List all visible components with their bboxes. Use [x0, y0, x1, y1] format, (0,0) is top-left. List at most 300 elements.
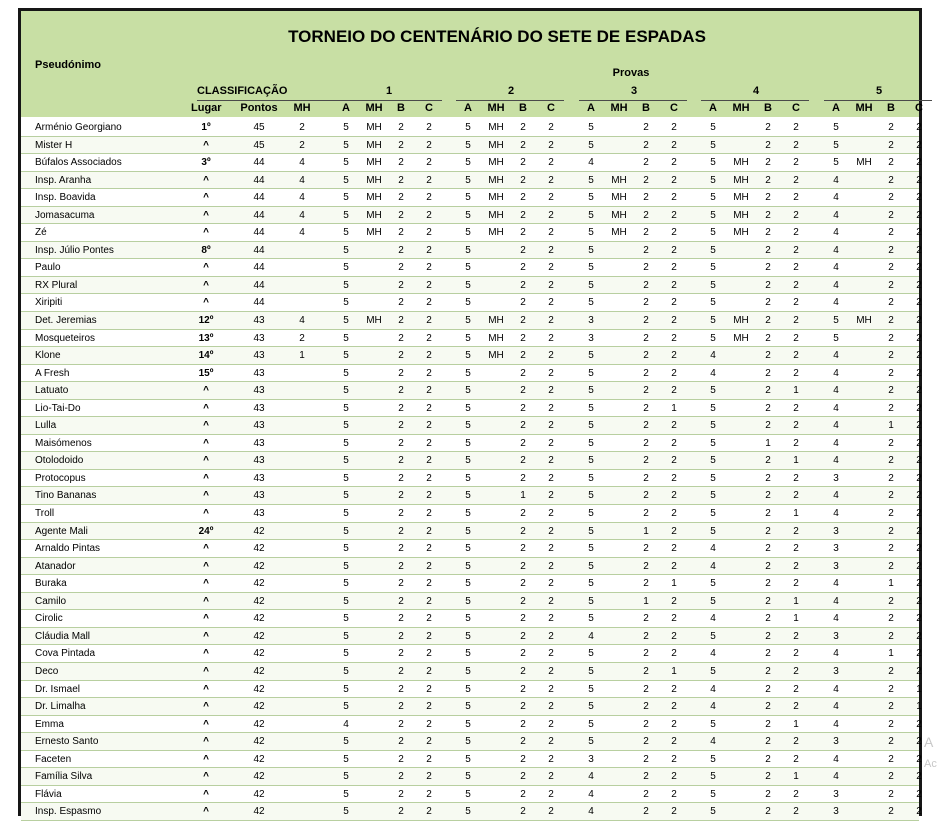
prova-3-b-cell: 2	[643, 455, 649, 467]
pontos-cell: 43	[253, 367, 265, 379]
prova-5-a-cell: 4	[833, 402, 839, 414]
table-row	[21, 189, 922, 207]
pseudonimo-cell: Troll	[35, 508, 55, 520]
classificacao-header: CLASSIFICAÇÃO	[197, 85, 288, 97]
prova-3-a-cell: 5	[588, 227, 594, 239]
prova-5-a-cell: 4	[833, 613, 839, 625]
prova-3-a-cell: 5	[588, 122, 594, 133]
prova-5-a-cell: 4	[833, 244, 839, 256]
pseudonimo-cell: Klone	[35, 350, 61, 362]
prova-1-b-cell: 2	[398, 279, 404, 291]
prova-2-c-cell: 2	[548, 630, 554, 642]
prova-4-c-cell: 2	[793, 578, 799, 590]
prova-5-col-header-b: B	[887, 102, 895, 114]
prova-4-c-cell: 2	[793, 736, 799, 748]
table-row	[21, 487, 922, 505]
prova-2-c-cell: 2	[548, 192, 554, 204]
prova-4-c-cell: 1	[793, 771, 799, 783]
prova-4-a-cell: 5	[710, 297, 716, 309]
pontos-cell: 42	[253, 788, 265, 800]
lugar-cell: ^	[203, 279, 209, 291]
prova-1-c-cell: 2	[426, 595, 432, 607]
prova-5-b-cell: 1	[888, 578, 894, 590]
prova-3-c-cell: 2	[671, 683, 677, 695]
prova-1-a-cell: 5	[343, 472, 349, 484]
prova-2-b-cell: 2	[520, 209, 526, 221]
prova-2-a-cell: 5	[465, 174, 471, 186]
table-row	[21, 435, 922, 453]
prova-3-c-cell: 2	[671, 525, 677, 537]
prova-4-b-cell: 2	[765, 279, 771, 291]
prova-1-c-cell: 2	[426, 262, 432, 274]
pontos-cell: 45	[253, 122, 265, 133]
prova-4-c-cell: 2	[793, 665, 799, 677]
prova-5-col-header-a: A	[832, 102, 840, 114]
prova-5-a-cell: 4	[833, 262, 839, 274]
prova-1-b-cell: 2	[398, 736, 404, 748]
prova-number-2: 2	[507, 85, 515, 97]
prova-4-c-cell: 2	[793, 332, 799, 344]
col-header-mh: MH	[293, 102, 311, 114]
prova-5-a-cell: 4	[833, 279, 839, 291]
prova-3-b-cell: 2	[643, 420, 649, 432]
prova-2-c-cell: 2	[548, 543, 554, 555]
prova-3-mh-cell: MH	[611, 209, 627, 221]
prova-1-mh-cell: MH	[366, 315, 382, 327]
prova-3-b-cell: 2	[643, 227, 649, 239]
lugar-cell: 3º	[201, 157, 211, 169]
prova-1-a-cell: 5	[343, 648, 349, 660]
prova-number-3: 3	[630, 85, 638, 97]
prova-3-b-cell: 2	[643, 350, 649, 362]
prova-4-b-cell: 2	[765, 209, 771, 221]
prova-1-col-header-b: B	[397, 102, 405, 114]
prova-5-b-cell: 2	[888, 227, 894, 239]
prova-2-b-cell: 2	[520, 367, 526, 379]
table-header	[21, 11, 923, 117]
prova-1-a-cell: 5	[343, 560, 349, 572]
prova-5-c-cell: 2	[916, 718, 922, 730]
prova-4-a-cell: 5	[710, 665, 716, 677]
prova-4-b-cell: 2	[765, 402, 771, 414]
prova-2-a-cell: 5	[465, 525, 471, 537]
prova-4-a-cell: 5	[710, 508, 716, 520]
prova-4-c-cell: 2	[793, 525, 799, 537]
prova-3-c-cell: 2	[671, 560, 677, 572]
prova-2-c-cell: 2	[548, 455, 554, 467]
prova-1-a-cell: 5	[343, 665, 349, 677]
prova-1-a-cell: 5	[343, 367, 349, 379]
prova-4-a-cell: 4	[710, 560, 716, 572]
table-row	[21, 154, 922, 172]
prova-3-a-cell: 5	[588, 192, 594, 204]
mh-total-cell: 4	[299, 209, 305, 221]
prova-2-b-cell: 2	[520, 683, 526, 695]
prova-2-a-cell: 5	[465, 683, 471, 695]
prova-5-b-cell: 2	[888, 665, 894, 677]
prova-2-mh-cell: MH	[488, 350, 504, 362]
prova-4-b-cell: 2	[765, 455, 771, 467]
prova-2-a-cell: 5	[465, 297, 471, 309]
prova-1-c-cell: 2	[426, 648, 432, 660]
prova-1-a-cell: 5	[343, 157, 349, 169]
prova-5-b-cell: 2	[888, 630, 894, 642]
prova-4-c-cell: 2	[793, 279, 799, 291]
prova-1-b-cell: 2	[398, 315, 404, 327]
prova-3-c-cell: 2	[671, 736, 677, 748]
prova-3-c-cell: 2	[671, 332, 677, 344]
prova-5-a-cell: 3	[833, 736, 839, 748]
prova-3-c-cell: 2	[671, 455, 677, 467]
pseudonimo-cell: Ernesto Santo	[35, 736, 99, 748]
prova-4-a-cell: 5	[710, 332, 716, 344]
table-row	[21, 470, 922, 488]
prova-3-a-cell: 5	[588, 472, 594, 484]
prova-4-c-cell: 2	[793, 157, 799, 169]
prova-3-a-cell: 5	[588, 595, 594, 607]
table-row	[21, 242, 922, 260]
prova-4-a-cell: 5	[710, 771, 716, 783]
prova-5-a-cell: 4	[833, 227, 839, 239]
prova-1-mh-cell: MH	[366, 174, 382, 186]
prova-5-c-cell: 2	[916, 332, 922, 344]
prova-3-a-cell: 5	[588, 350, 594, 362]
prova-3-a-cell: 3	[588, 315, 594, 327]
prova-1-a-cell: 5	[343, 701, 349, 713]
prova-5-b-cell: 2	[888, 806, 894, 818]
prova-2-a-cell: 5	[465, 262, 471, 274]
prova-5-c-cell: 2	[916, 437, 922, 449]
prova-4-b-cell: 2	[765, 262, 771, 274]
prova-1-b-cell: 2	[398, 402, 404, 414]
pseudonimo-cell: Tino Bananas	[35, 490, 97, 502]
prova-2-c-cell: 2	[548, 701, 554, 713]
table-row	[21, 628, 922, 646]
prova-1-c-cell: 2	[426, 578, 432, 590]
prova-5-a-cell: 5	[833, 157, 839, 169]
lugar-cell: ^	[203, 490, 209, 502]
prova-5-a-cell: 4	[833, 595, 839, 607]
prova-1-c-cell: 2	[426, 437, 432, 449]
prova-4-a-cell: 5	[710, 315, 716, 327]
prova-2-b-cell: 2	[520, 455, 526, 467]
prova-5-b-cell: 2	[888, 122, 894, 133]
pseudonimo-cell: Insp. Boavida	[35, 192, 96, 204]
prova-4-a-cell: 5	[710, 788, 716, 800]
prova-2-c-cell: 2	[548, 420, 554, 432]
mh-total-cell: 2	[299, 139, 305, 151]
pseudonimo-cell: Emma	[35, 718, 64, 730]
prova-2-c-cell: 2	[548, 578, 554, 590]
mh-total-cell: 4	[299, 174, 305, 186]
prova-2-a-cell: 5	[465, 209, 471, 221]
prova-1-a-cell: 5	[343, 297, 349, 309]
prova-3-b-cell: 2	[643, 701, 649, 713]
prova-2-b-cell: 2	[520, 350, 526, 362]
lugar-cell: ^	[203, 420, 209, 432]
prova-2-b-cell: 2	[520, 718, 526, 730]
prova-3-a-cell: 5	[588, 402, 594, 414]
prova-5-b-cell: 2	[888, 244, 894, 256]
prova-2-a-cell: 5	[465, 350, 471, 362]
prova-1-a-cell: 5	[343, 543, 349, 555]
prova-3-a-cell: 5	[588, 455, 594, 467]
prova-5-c-cell: 1	[916, 701, 922, 713]
prova-3-b-cell: 2	[643, 244, 649, 256]
lugar-cell: ^	[203, 262, 209, 274]
lugar-cell: ^	[203, 613, 209, 625]
prova-2-b-cell: 2	[520, 771, 526, 783]
prova-5-c-cell: 2	[916, 753, 922, 765]
prova-4-b-cell: 2	[765, 490, 771, 502]
prova-1-c-cell: 2	[426, 209, 432, 221]
pontos-cell: 44	[253, 174, 265, 186]
prova-1-c-cell: 2	[426, 753, 432, 765]
prova-2-c-cell: 2	[548, 525, 554, 537]
prova-2-c-cell: 2	[548, 297, 554, 309]
prova-5-b-cell: 2	[888, 192, 894, 204]
prova-5-c-cell: 2	[916, 595, 922, 607]
prova-4-a-cell: 5	[710, 472, 716, 484]
prova-3-b-cell: 2	[643, 560, 649, 572]
prova-2-b-cell: 2	[520, 122, 526, 133]
lugar-cell: 1º	[201, 122, 211, 133]
prova-4-a-cell: 4	[710, 350, 716, 362]
prova-2-a-cell: 5	[465, 385, 471, 397]
prova-4-c-cell: 2	[793, 490, 799, 502]
prova-5-b-cell: 2	[888, 350, 894, 362]
prova-5-c-cell: 2	[916, 472, 922, 484]
prova-1-c-cell: 2	[426, 332, 432, 344]
prova-3-b-cell: 2	[643, 753, 649, 765]
prova-3-c-cell: 2	[671, 806, 677, 818]
prova-5-c-cell: 2	[916, 402, 922, 414]
prova-4-b-cell: 2	[765, 122, 771, 133]
prova-3-b-cell: 2	[643, 192, 649, 204]
table-row	[21, 610, 922, 628]
prova-1-a-cell: 5	[343, 437, 349, 449]
prova-5-a-cell: 5	[833, 139, 839, 151]
prova-3-c-cell: 2	[671, 543, 677, 555]
prova-3-c-cell: 2	[671, 472, 677, 484]
prova-underline-2	[456, 100, 564, 101]
prova-1-a-cell: 5	[343, 209, 349, 221]
prova-4-a-cell: 4	[710, 613, 716, 625]
pseudonimo-cell: Det. Jeremias	[35, 315, 97, 327]
prova-1-a-cell: 5	[343, 753, 349, 765]
prova-underline-5	[824, 100, 932, 101]
prova-2-c-cell: 2	[548, 736, 554, 748]
prova-5-a-cell: 3	[833, 788, 839, 800]
prova-3-a-cell: 5	[588, 174, 594, 186]
prova-5-a-cell: 4	[833, 578, 839, 590]
pseudonimo-cell: Dr. Ismael	[35, 683, 81, 695]
prova-1-c-cell: 2	[426, 613, 432, 625]
prova-4-mh-cell: MH	[733, 157, 749, 169]
prova-5-a-cell: 5	[833, 332, 839, 344]
lugar-cell: ^	[203, 385, 209, 397]
prova-5-b-cell: 2	[888, 174, 894, 186]
prova-1-c-cell: 2	[426, 455, 432, 467]
pseudonimo-cell: Flávia	[35, 788, 62, 800]
lugar-cell: ^	[203, 665, 209, 677]
prova-5-b-cell: 2	[888, 402, 894, 414]
prova-2-mh-cell: MH	[488, 227, 504, 239]
prova-2-a-cell: 5	[465, 367, 471, 379]
prova-5-c-cell: 2	[916, 490, 922, 502]
prova-5-b-cell: 2	[888, 367, 894, 379]
prova-5-c-cell: 2	[916, 525, 922, 537]
prova-4-b-cell: 2	[765, 472, 771, 484]
prova-5-a-cell: 4	[833, 209, 839, 221]
pontos-cell: 42	[253, 578, 265, 590]
prova-3-b-cell: 2	[643, 771, 649, 783]
prova-4-a-cell: 4	[710, 648, 716, 660]
prova-2-a-cell: 5	[465, 753, 471, 765]
pseudonimo-cell: Paulo	[35, 262, 61, 274]
prova-1-b-cell: 2	[398, 788, 404, 800]
prova-2-b-cell: 2	[520, 578, 526, 590]
prova-3-a-cell: 5	[588, 209, 594, 221]
prova-1-b-cell: 2	[398, 753, 404, 765]
prova-3-a-cell: 5	[588, 718, 594, 730]
pseudonimo-cell: Arnaldo Pintas	[35, 543, 101, 555]
prova-5-a-cell: 4	[833, 192, 839, 204]
prova-4-b-cell: 2	[765, 771, 771, 783]
prova-2-mh-cell: MH	[488, 209, 504, 221]
prova-4-b-cell: 2	[765, 508, 771, 520]
prova-underline-3	[579, 100, 687, 101]
pontos-cell: 44	[253, 244, 265, 256]
prova-4-c-cell: 2	[793, 192, 799, 204]
prova-5-b-cell: 2	[888, 279, 894, 291]
table-row	[21, 330, 922, 348]
prova-4-b-cell: 2	[765, 630, 771, 642]
prova-5-b-cell: 2	[888, 701, 894, 713]
prova-3-col-header-mh: MH	[610, 102, 628, 114]
prova-4-c-cell: 2	[793, 122, 799, 133]
prova-5-c-cell: 2	[916, 543, 922, 555]
prova-4-b-cell: 2	[765, 578, 771, 590]
prova-4-b-cell: 2	[765, 595, 771, 607]
prova-3-c-cell: 2	[671, 385, 677, 397]
prova-3-a-cell: 5	[588, 279, 594, 291]
prova-3-b-cell: 2	[643, 665, 649, 677]
prova-2-b-cell: 2	[520, 139, 526, 151]
prova-5-c-cell: 2	[916, 297, 922, 309]
prova-1-a-cell: 5	[343, 315, 349, 327]
prova-1-a-cell: 4	[343, 718, 349, 730]
prova-1-c-cell: 2	[426, 630, 432, 642]
pseudonimo-cell: Otolodoido	[35, 455, 84, 467]
pontos-cell: 43	[253, 420, 265, 432]
prova-1-a-cell: 5	[343, 578, 349, 590]
pontos-cell: 43	[253, 402, 265, 414]
prova-3-a-cell: 5	[588, 543, 594, 555]
prova-3-c-cell: 2	[671, 297, 677, 309]
pseudonimo-cell: Jomasacuma	[35, 209, 95, 221]
prova-1-a-cell: 5	[343, 192, 349, 204]
prova-1-a-cell: 5	[343, 771, 349, 783]
prova-1-c-cell: 2	[426, 279, 432, 291]
prova-5-c-cell: 2	[916, 385, 922, 397]
prova-4-c-cell: 1	[793, 718, 799, 730]
pseudonimo-cell: Cirolic	[35, 613, 63, 625]
prova-1-a-cell: 5	[343, 350, 349, 362]
table-row	[21, 312, 922, 330]
prova-3-c-cell: 2	[671, 122, 677, 133]
prova-1-a-cell: 5	[343, 227, 349, 239]
prova-5-b-cell: 2	[888, 683, 894, 695]
prova-3-a-cell: 5	[588, 683, 594, 695]
prova-3-b-cell: 2	[643, 472, 649, 484]
lugar-cell: ^	[203, 683, 209, 695]
mh-total-cell: 1	[299, 350, 305, 362]
prova-5-a-cell: 3	[833, 472, 839, 484]
prova-3-b-cell: 2	[643, 648, 649, 660]
page-title: TORNEIO DO CENTENÁRIO DO SETE DE ESPADAS	[288, 27, 706, 46]
mh-total-cell: 2	[299, 332, 305, 344]
prova-2-c-cell: 2	[548, 472, 554, 484]
prova-4-b-cell: 2	[765, 315, 771, 327]
prova-3-b-cell: 2	[643, 279, 649, 291]
prova-4-a-cell: 5	[710, 174, 716, 186]
prova-1-c-cell: 2	[426, 665, 432, 677]
prova-2-a-cell: 5	[465, 279, 471, 291]
prova-2-b-cell: 2	[520, 262, 526, 274]
prova-2-c-cell: 2	[548, 279, 554, 291]
prova-4-a-cell: 5	[710, 525, 716, 537]
prova-3-c-cell: 2	[671, 753, 677, 765]
lugar-cell: ^	[203, 630, 209, 642]
prova-2-b-cell: 2	[520, 297, 526, 309]
table-row	[21, 523, 922, 541]
prova-4-c-cell: 2	[793, 788, 799, 800]
prova-3-a-cell: 4	[588, 771, 594, 783]
prova-2-c-cell: 2	[548, 665, 554, 677]
prova-3-b-cell: 2	[643, 613, 649, 625]
prova-4-b-cell: 2	[765, 227, 771, 239]
pontos-cell: 42	[253, 665, 265, 677]
prova-5-b-cell: 2	[888, 332, 894, 344]
prova-2-b-cell: 2	[520, 806, 526, 818]
prova-4-a-cell: 4	[710, 736, 716, 748]
prova-4-c-cell: 1	[793, 613, 799, 625]
prova-5-b-cell: 2	[888, 437, 894, 449]
prova-4-col-header-c: C	[792, 102, 800, 114]
prova-4-b-cell: 1	[765, 437, 771, 449]
prova-4-a-cell: 4	[710, 683, 716, 695]
prova-5-b-cell: 2	[888, 315, 894, 327]
prova-2-c-cell: 2	[548, 437, 554, 449]
prova-4-mh-cell: MH	[733, 332, 749, 344]
prova-5-a-cell: 4	[833, 683, 839, 695]
prova-1-b-cell: 2	[398, 227, 404, 239]
prova-3-b-cell: 2	[643, 402, 649, 414]
prova-3-a-cell: 5	[588, 648, 594, 660]
prova-4-c-cell: 2	[793, 420, 799, 432]
prova-1-a-cell: 5	[343, 788, 349, 800]
prova-2-c-cell: 2	[548, 683, 554, 695]
prova-3-c-cell: 2	[671, 262, 677, 274]
prova-5-b-cell: 2	[888, 595, 894, 607]
prova-3-a-cell: 5	[588, 367, 594, 379]
prova-1-c-cell: 2	[426, 683, 432, 695]
prova-1-a-cell: 5	[343, 595, 349, 607]
prova-2-c-cell: 2	[548, 262, 554, 274]
pseudonimo-cell: Atanador	[35, 560, 76, 572]
prova-3-a-cell: 5	[588, 508, 594, 520]
